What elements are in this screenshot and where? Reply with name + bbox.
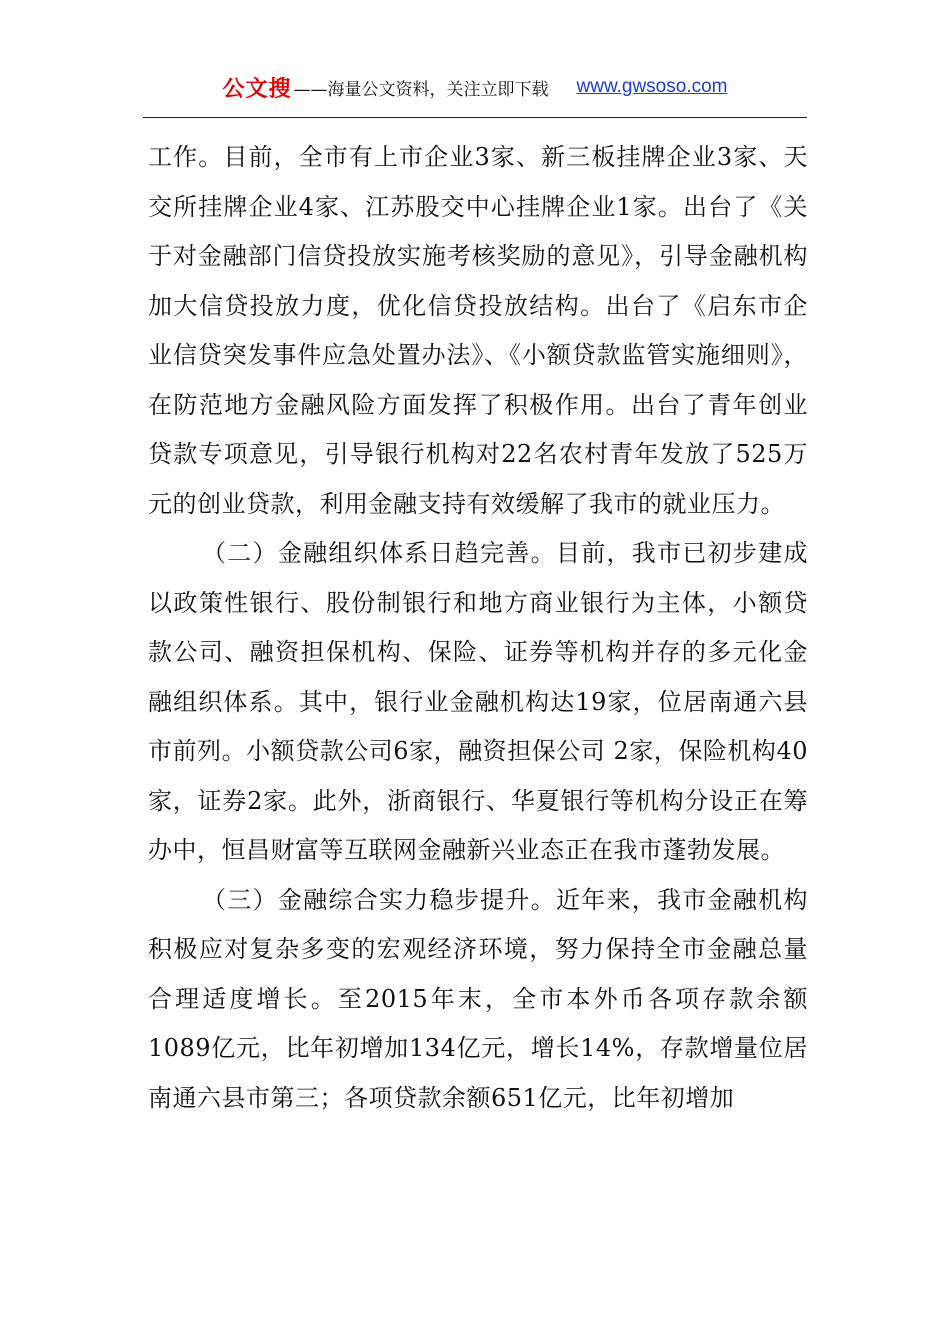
header-divider (143, 117, 807, 118)
document-body (148, 133, 808, 1123)
brand-logo-text[interactable]: 公文搜 (222, 76, 292, 102)
paragraph-continuation: 工作。目前，全市有上市企业3家、新三板挂牌企业3家、天交所挂牌企业4家、江苏股交中心挂牌企业1家。出台了《关于对金融部门信贷投放实施考核奖励的意见》，引导金融机构加大信贷投放力度，优化信贷投放结构。出台了《启东市企业信贷突发事件应急处置办法》、《小额贷款监管实施细则》，在防范地方金融风险方面发挥了积极作用。出台了青年创业贷款专项意见，引导银行机构对22名农村青年发放了525万元的创业贷款，利用金融支持有效缓解了我市的就业压力。 (148, 143, 808, 518)
paragraph-financial-strength: （三）金融综合实力稳步提升。近年来，我市金融机构积极应对复杂多变的宏观经济环境，努力保持全市金融总量合理适度增长。至2015年末，全市本外币各项存款余额1089亿元，比年初增加134亿元，增长14%，存款增量位居南通六县市第三；各项贷款余额651亿元，比年初增加 (148, 885, 808, 1112)
page-header (143, 68, 807, 106)
paragraph-financial-organization: （二）金融组织体系日趋完善。目前，我市已初步建成以政策性银行、股份制银行和地方商业银行为主体，小额贷款公司、融资担保机构、保险、证券等机构并存的多元化金融组织体系。其中，银行业金融机构达19家，位居南通六县市前列。小额贷款公司6家，融资担保公司 2家，保险机构40家，证券2家。此外，浙商银行、华夏银行等机构分设正在筹办中，恒昌财富等互联网金融新兴业态正在我市蓬勃发展。 (148, 539, 808, 864)
site-link[interactable]: www.gwsoso.com (576, 76, 728, 97)
header-slogan: ——海量公文资料，关注立即下载 (293, 79, 549, 100)
